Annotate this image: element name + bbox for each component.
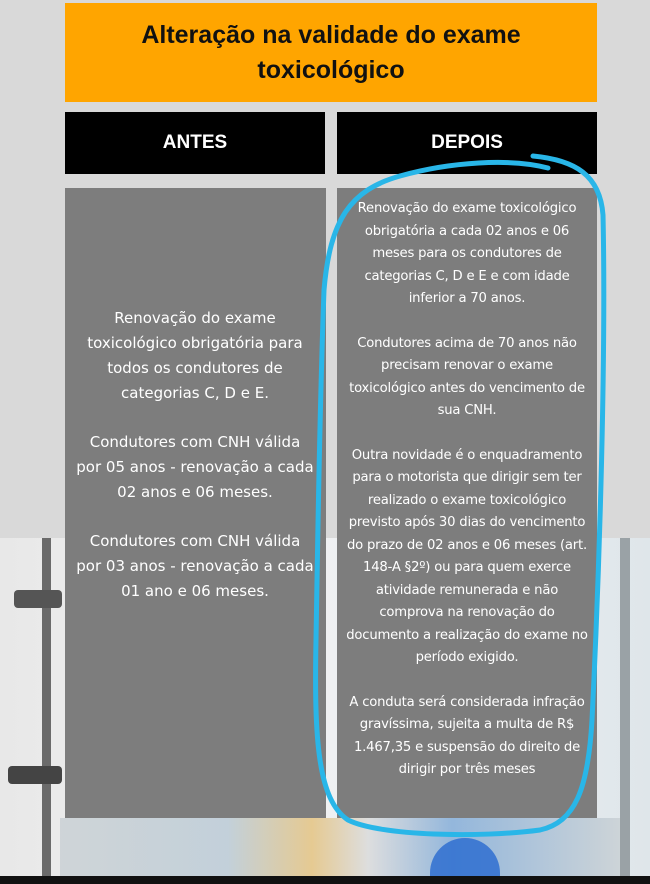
test-tubes (60, 818, 620, 884)
before-paragraph: Renovação do exame toxicológico obrigatória para todos os condutores de categorias C, D e E. (87, 309, 303, 402)
after-header: DEPOIS (337, 112, 597, 174)
lab-stand-rod (620, 538, 630, 884)
after-paragraph: Renovação do exame toxicológico obrigatória a cada 02 anos e 06 meses para os condutores de categorias C, D e E e com idade inferior a 70 anos. (357, 201, 577, 306)
before-header: ANTES (65, 112, 325, 174)
after-paragraph: A conduta será considerada infração gravíssima, sujeita a multa de R$ 1.467,35 e suspensão do direito de dirigir por três meses (349, 694, 585, 777)
bottom-bar (0, 876, 650, 884)
page-title: Alteração na validade do exame toxicológico (141, 20, 521, 84)
lab-clamp (14, 590, 62, 608)
after-paragraph: Outra novidade é o enquadramento para o motorista que dirigir sem ter realizado o exame toxicológico previsto após 30 dias do vencimento do prazo de 02 anos e 06 meses (art. 148-A §2º) ou para quem exerce atividade remunerada e não comprova na renovação do documento a realização do exame no período exigido. (346, 447, 588, 665)
lab-clamp (8, 766, 62, 784)
before-paragraph: Condutores com CNH válida por 03 anos - renovação a cada 01 ano e 06 meses. (76, 532, 314, 600)
after-paragraph: Condutores acima de 70 anos não precisam renovar o exame toxicológico antes do vencimento de sua CNH. (349, 335, 585, 418)
before-panel (65, 188, 326, 818)
after-panel (337, 188, 597, 818)
title-banner (65, 3, 597, 102)
before-paragraph: Condutores com CNH válida por 05 anos - renovação a cada 02 anos e 06 meses. (76, 433, 314, 501)
